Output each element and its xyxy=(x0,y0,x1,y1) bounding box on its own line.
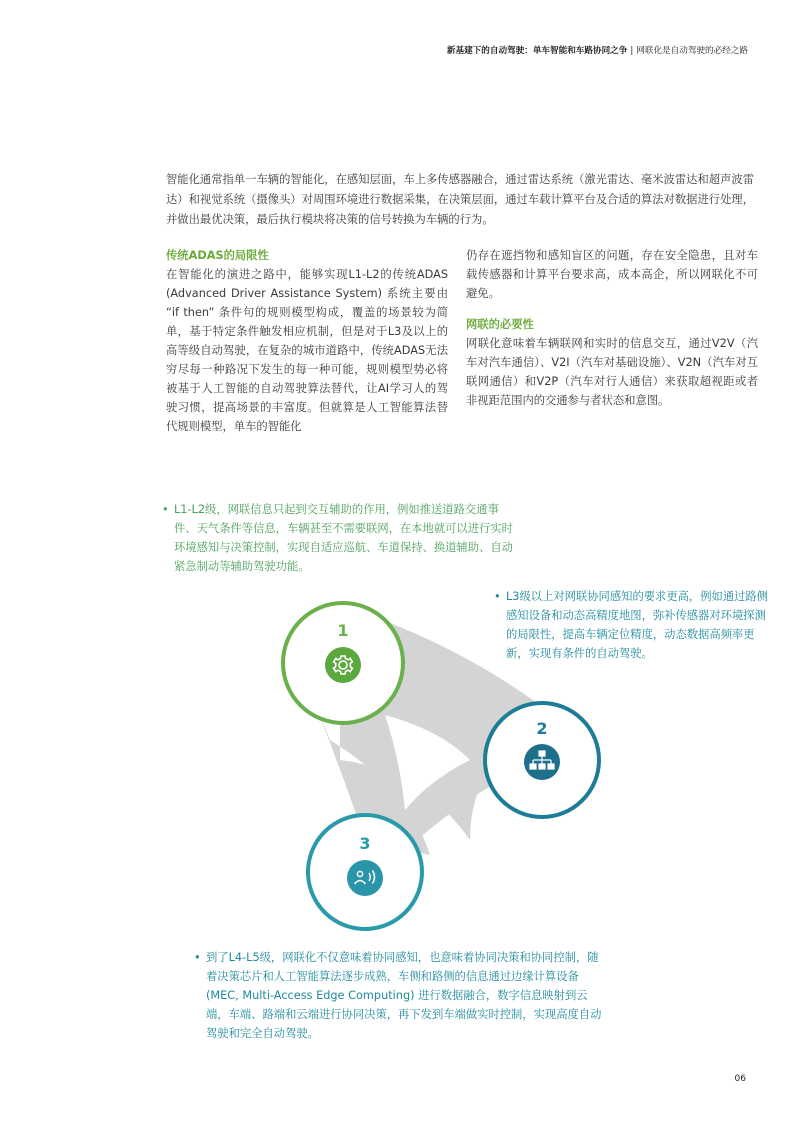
node-2-number: 2 xyxy=(536,719,548,738)
bullet-l1-l2: • L1-L2级，网联信息只起到交互辅助的作用，例如推送道路交通事件、天气条件等信息，车辆甚至不需要联网，在本地就可以进行实时环境感知与决策控制，实现自适应巡航、车道保持、换道辅助、自动紧急制动等辅助驾驶功能。 xyxy=(162,500,518,576)
node-1-icon-bg xyxy=(325,647,361,683)
intro-paragraph: 智能化通常指单一车辆的智能化，在感知层面，车上多传感器融合，通过雷达系统（激光雷达、毫米波雷达和超声波雷达）和视觉系统（摄像头）对周围环境进行数据采集，在决策层面，通过车载计算平台及合适的算法对数据进行处理，并做出最优决策，最后执行模块将决策的信号转换为车辆的行为。 xyxy=(166,173,754,226)
node-1 xyxy=(283,603,403,723)
node-3 xyxy=(308,815,422,929)
network-body: 网联化意味着车辆联网和实时的信息交互，通过V2V（汽车对汽车通信）、V2I（汽车对基础设施）、V2N（汽车对互联网通信）和V2P（汽车对行人通信）来获取超视距或者非视距范围内的交通参与者状态和意图。 xyxy=(466,337,758,407)
adas-body-continued: 仍存在遮挡物和感知盲区的问题，存在安全隐患，且对车载传感器和计算平台要求高，成本高企，所以网联化不可避免。 xyxy=(466,249,758,300)
network-heading: 网联的必要性 xyxy=(466,318,534,331)
header-chapter: 网联化是自动驾驶的必经之路 xyxy=(636,46,748,56)
bullet-l4-l5: • 到了L4-L5级，网联化不仅意味着协同感知，也意味着协同决策和协同控制，随着决策芯片和人工智能算法逐步成熟，车侧和路侧的信息通过边缘计算设备 (MEC, Multi-Access Edge Computing) 进行数据融合，数字信息映射到云端，车端、路端和云端进行协同决策，再下发到车端做实时控制，实现高度自动驾驶和完全自动驾驶。 xyxy=(194,948,606,1043)
adas-heading: 传统ADAS的局限性 xyxy=(166,249,269,262)
adas-body: 在智能化的演进之路中，能够实现L1-L2的传统ADAS (Advanced Driver Assistance System) 系统主要由 “if then” 条件句的规则模型构成，覆盖的场景较为简单，基于特定条件触发相应机制，但是对于L3及以上的高等级自动驾驶，在复杂的城市道路中，传统ADAS无法穷尽每一种路况下发生的每一种可能，规则模型势必将被基于人工智能的自动驾驶算法替代，让AI学习人的驾驶习惯，提高场景的丰富度。但就算是人工智能算法替代规则模型，单车的智能化 xyxy=(166,268,448,433)
node-2 xyxy=(485,703,599,817)
bullet-l3: • L3级以上对网联协同感知的要求更高，例如通过路侧感知设备和动态高精度地图，弥补传感器对环境探测的局限性，提高车辆定位精度，动态数据高频率更新，实现有条件的自动驾驶。 xyxy=(494,587,768,663)
page-number: 06 xyxy=(734,1074,746,1084)
node-3-number: 3 xyxy=(359,834,371,853)
node-3-icon-bg xyxy=(347,860,383,896)
node-1-number: 1 xyxy=(337,621,349,640)
header-separator: | xyxy=(630,46,634,56)
header-title: 新基建下的自动驾驶：单车智能和车路协同之争 xyxy=(446,46,628,56)
